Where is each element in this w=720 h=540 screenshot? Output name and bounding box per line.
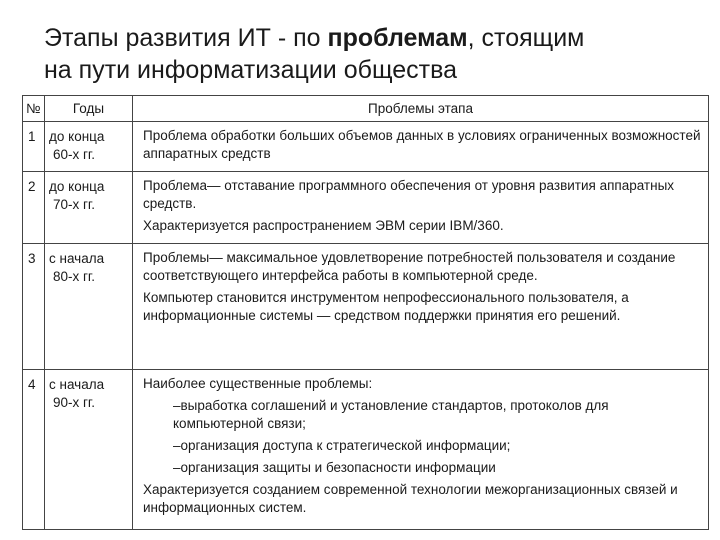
row-problems: [133, 370, 709, 530]
years-line1: до конца: [49, 129, 105, 144]
years-line2: 80-х гг.: [53, 269, 95, 284]
row-num: 1: [23, 122, 45, 172]
years-line1: с начала: [49, 251, 105, 266]
row-years: [45, 370, 133, 530]
row-years: [45, 122, 133, 172]
years-line2: 60-х гг.: [53, 147, 95, 162]
row-problems: [133, 122, 709, 172]
problem-text: Наиболее существенные проблемы:: [143, 376, 373, 391]
table-row: [23, 370, 709, 530]
row-num: 3: [23, 244, 45, 370]
problem-bullet: –организация защиты и безопасности информации: [173, 460, 496, 475]
years-line1: с начала: [49, 377, 105, 392]
row-num: 2: [23, 172, 45, 244]
problem-bullet: –организация доступа к стратегической информации;: [173, 438, 511, 453]
table-header-row: [23, 96, 709, 122]
problem-text: Проблема обработки больших объемов данных в условиях ограниченных возможностей аппаратных средств: [143, 128, 701, 161]
problem-text: Проблема— отставание программного обеспечения от уровня развития аппаратных средств.: [143, 178, 675, 211]
row-years: [45, 244, 133, 370]
problem-text: Характеризуется созданием современной технологии межорганизационных связей и информационных систем.: [143, 482, 678, 515]
table-row: [23, 172, 709, 244]
problem-text: Характеризуется распространением ЭВМ серии IBM/360.: [143, 218, 504, 233]
title-line2: на пути информатизации общества: [44, 56, 457, 84]
years-line1: до конца: [49, 179, 105, 194]
header-num: №: [23, 96, 45, 122]
problem-bullet: –выработка соглашений и установление стандартов, протоколов для компьютерной связи;: [173, 398, 609, 431]
title-part2: , стоящим: [467, 24, 585, 52]
row-problems: [133, 172, 709, 244]
row-years: [45, 172, 133, 244]
problem-text: Проблемы— максимальное удовлетворение потребностей пользователя и создание соответствующего интерфейса работы в компьютерной среде.: [143, 250, 676, 283]
table-row: [23, 122, 709, 172]
row-problems: [133, 244, 709, 370]
years-line2: 90-х гг.: [53, 395, 95, 410]
title-bold-word: проблемам: [327, 24, 468, 52]
header-years: Годы: [45, 96, 133, 122]
slide-title: [44, 22, 704, 86]
stages-table: [22, 95, 709, 530]
row-num: 4: [23, 370, 45, 530]
header-problems: Проблемы этапа: [133, 96, 709, 122]
table-row: [23, 244, 709, 370]
problem-text: Компьютер становится инструментом непрофессионального пользователя, а информационные системы — средством поддержки принятия его решений.: [143, 290, 629, 323]
title-part1: Этапы развития ИТ - по: [44, 24, 328, 52]
years-line2: 70-х гг.: [53, 197, 95, 212]
